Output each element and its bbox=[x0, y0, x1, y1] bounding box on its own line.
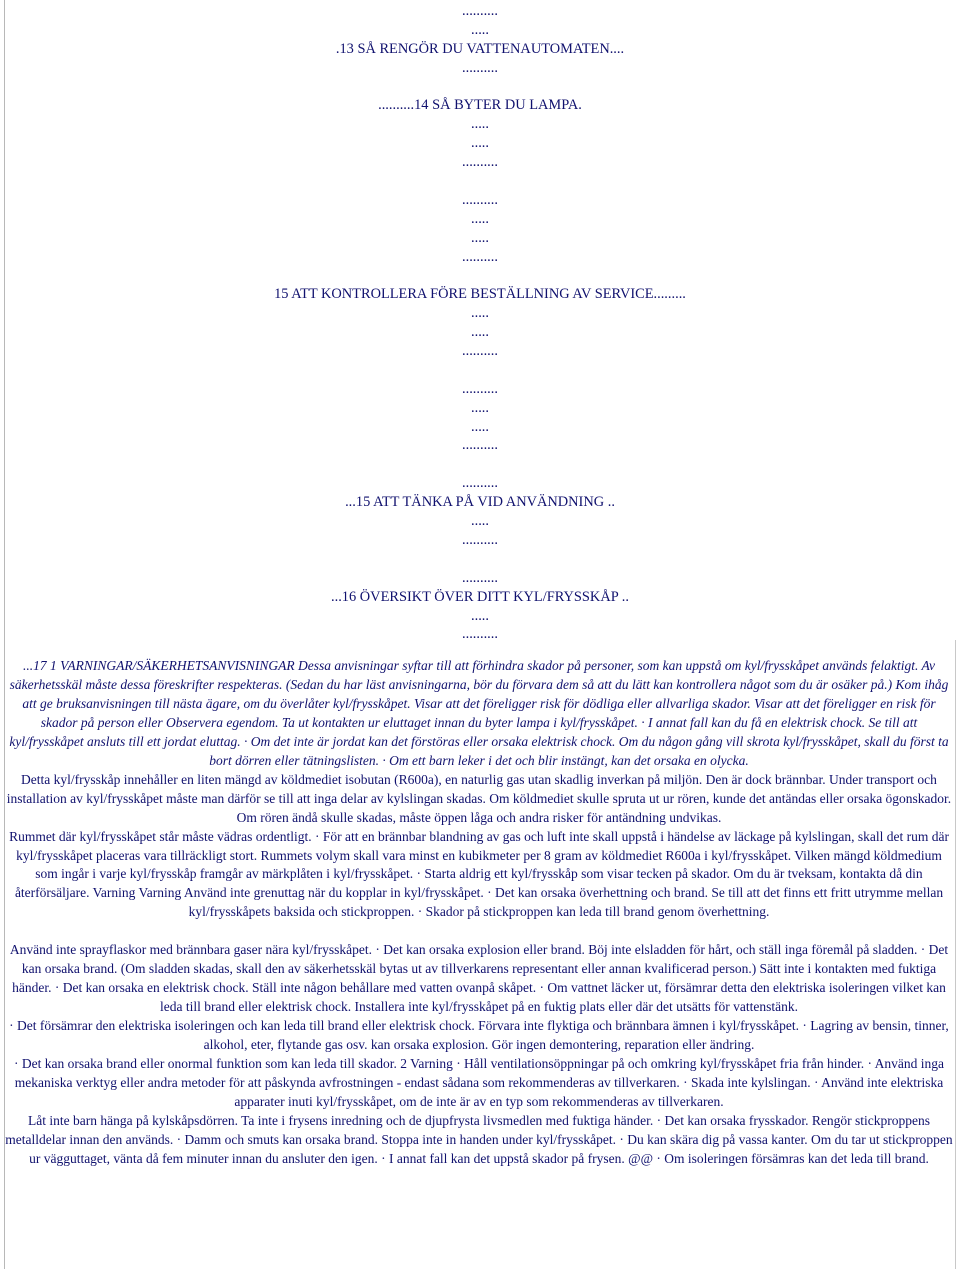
toc-line: .......... bbox=[462, 248, 498, 265]
toc-line: ..... bbox=[471, 135, 489, 152]
toc-line: .......... bbox=[462, 3, 498, 19]
toc-blank-line bbox=[0, 78, 960, 97]
toc-line: .......... bbox=[462, 569, 498, 586]
table-of-contents bbox=[0, 2, 960, 644]
toc-line: .13 SÅ RENGÖR DU VATTENAUTOMATEN.... bbox=[335, 40, 625, 57]
toc-line: .......... bbox=[462, 475, 498, 492]
toc-line: .......... bbox=[462, 154, 498, 171]
toc-line: ..... bbox=[471, 210, 489, 227]
insulation-paragraph: · Det försämrar den elektriska isoleringen och kan leda till brand eller elektrisk chock. Förvara inte flyktiga och brännbara ämnen i kyl/frysskåpet. · Lagring av bensin, tinner, alkohol, eter, flytande gas osv. kan orsaka explosion. Gör ingen demontering, reparation eller ändring. bbox=[9, 1018, 949, 1053]
toc-line: ...15 ATT TÄNKA PÅ VID ANVÄNDNING .. bbox=[345, 494, 615, 511]
toc-blank-line bbox=[0, 172, 960, 191]
toc-line: ...16 ÖVERSIKT ÖVER DITT KYL/FRYSSKÅP .. bbox=[331, 588, 629, 605]
spray-paragraph: Använd inte sprayflaskor med brännbara gaser nära kyl/frysskåpet. · Det kan orsaka explosion eller brand. Böj inte elsladden för hårt, och ställ inga föremål på sladden. · Det kan orsaka brand. (Om sladden skadas, skall den av säkerhetsskäl bytas ut av tillverkarens representant eller annan kvalificerad person.) Sätt inte i kontakten med fuktiga händer. · Det kan orsaka en elektrisk chock. Ställ inte någon behållare med vatten ovanpå skåpet. · Om vattnet läcker ut, försämrar detta den elektriska isoleringen vilket kan leda till brand eller elektrisk chock. Installera inte kyl/frysskåpet på en fuktig plats eller där det utsätts för vattenstänk. bbox=[9, 942, 949, 1015]
toc-line: .......... bbox=[462, 191, 498, 208]
toc-line: ..... bbox=[471, 607, 489, 624]
fire-paragraph: · Det kan orsaka brand eller onormal funktion som kan leda till skador. 2 Varning · Håll ventilationsöppningar på och omkring kyl/frysskåpet fria från hinder. · Använd inga mekaniska verktyg eller andra metoder för att påskynda avfrostningen - endast sådana som rekommenderas av tillverkaren. · Skada inte kylslingan. · Använd inte elektriska apparater inuti kyl/frysskåpet, om de inte är av en typ som rekommenderas av tillverkaren. bbox=[14, 1056, 944, 1109]
toc-blank-line bbox=[0, 361, 960, 380]
warnings-paragraph: ...17 1 VARNINGAR/SÄKERHETSANVISNINGAR Dessa anvisningar syftar till att förhindra skador på personer, som kan uppstå om kyl/frysskåpet används felaktigt. Av säkerhetsskäl måste dessa föreskrifter respekteras. (Sedan du har läst anvisningarna, bör du förvara dem så att du lätt kan kontrollera något som du är osäker på.) Kom ihåg att ge bruksanvisningen till nästa ägare, om du överlåter kyl/frysskåpet. Visar att det föreligger risk för dödliga eller allvarliga skador. Visar att det föreligger en risk för skador på person eller Observera egendom. Ta ut kontakten ur eluttaget innan du byter lampa i kyl/frysskåpet. · I annat fall kan du få en elektrisk chock. Se till att kyl/frysskåpet ansluts till ett jordat eluttag. · Om det inte är jordat kan det förstöras eller orsaka elektrisk chock. Om du någon gång vill skrota kyl/frysskåpet, skall du först ta bort dörren eller tätningslisten. · Om ett barn leker i det och blir instängt, kan det orsaka en olycka. bbox=[9, 658, 949, 768]
toc-line: ..... bbox=[471, 21, 489, 38]
toc-line: .......... bbox=[462, 626, 498, 643]
paragraph-gap bbox=[4, 922, 954, 941]
refrigerant-paragraph: Detta kyl/frysskåp innehåller en liten mängd av köldmediet isobutan (R600a), en naturlig gas utan skadlig inverkan på miljön. Den är dock brännbar. Under transport och installation av kyl/frysskåpet måste man därför se till att inga delar av kylslingan skadas. Om köldmediet skulle spruta ut ur rören, kunde det antändas eller orsaka ögonskador. Om rören ändå skulle skadas, måste öppen låga och andra risker för antändning undvikas. bbox=[6, 771, 952, 825]
toc-blank-line bbox=[0, 455, 960, 474]
toc-line: .......... bbox=[462, 59, 498, 76]
toc-line: .......... bbox=[462, 437, 498, 454]
safety-instructions bbox=[4, 657, 954, 1169]
toc-blank-line bbox=[0, 550, 960, 569]
toc-line: ..... bbox=[471, 305, 489, 322]
toc-line: ..... bbox=[471, 399, 489, 416]
children-paragraph: Låt inte barn hänga på kylskåpsdörren. Ta inte i frysens inredning och de djupfrysta livsmedlen med fuktiga händer. · Det kan orsaka frysskador. Rengör stickproppens metalldelar innan den används. · Damm och smuts kan orsaka brand. Stoppa inte in handen under kyl/frysskåpet. · Du kan skära dig på vassa kanter. Om du tar ut stickproppen ur vägguttaget, vänta då fem minuter innan du ansluter den igen. · I annat fall kan det uppstå skador på frysen. @@ · Om isoleringen försämras kan det leda till brand. bbox=[5, 1112, 953, 1166]
toc-line: ..... bbox=[471, 229, 489, 246]
toc-line: ..... bbox=[471, 418, 489, 435]
toc-line: ..... bbox=[471, 324, 489, 341]
toc-line: ..... bbox=[471, 513, 489, 530]
ventilation-paragraph: Rummet där kyl/frysskåpet står måste vädras ordentligt. · För att en brännbar blandning av gas och luft inte skall uppstå i händelse av läckage på kylslingan, skall det rum där kyl/frysskåpet placeras vara tillräckligt stort. Rummets volym skall vara minst en kubikmeter per 8 gram av köldmediet R600a i kyl/frysskåpet. Vilken mängd köldmedium som ingår i varje kyl/frysskåp framgår av märkplåten i kyl/frysskåpet. · Starta aldrig ett kyl/frysskåp som visar tecken på skador. Om du är tveksam, kontakta då din återförsäljare. Varning Varning Använd inte grenuttag när du kopplar in kyl/frysskåpet. · Det kan orsaka överhettning och brand. Se till att det finns ett fritt utrymme mellan kyl/frysskåpets baksida och stickproppen. · Skador på stickproppen kan leda till brand genom överhettning. bbox=[9, 828, 949, 920]
toc-line: .......... bbox=[462, 343, 498, 360]
toc-blank-line bbox=[0, 266, 960, 285]
page-frame-right bbox=[955, 640, 956, 1269]
toc-line: ..........14 SÅ BYTER DU LAMPA. bbox=[378, 97, 582, 114]
toc-line: ..... bbox=[471, 116, 489, 133]
toc-line: 15 ATT KONTROLLERA FÖRE BESTÄLLNING AV SERVICE......... bbox=[274, 286, 686, 303]
toc-line: .......... bbox=[462, 531, 498, 548]
toc-line: .......... bbox=[462, 380, 498, 397]
